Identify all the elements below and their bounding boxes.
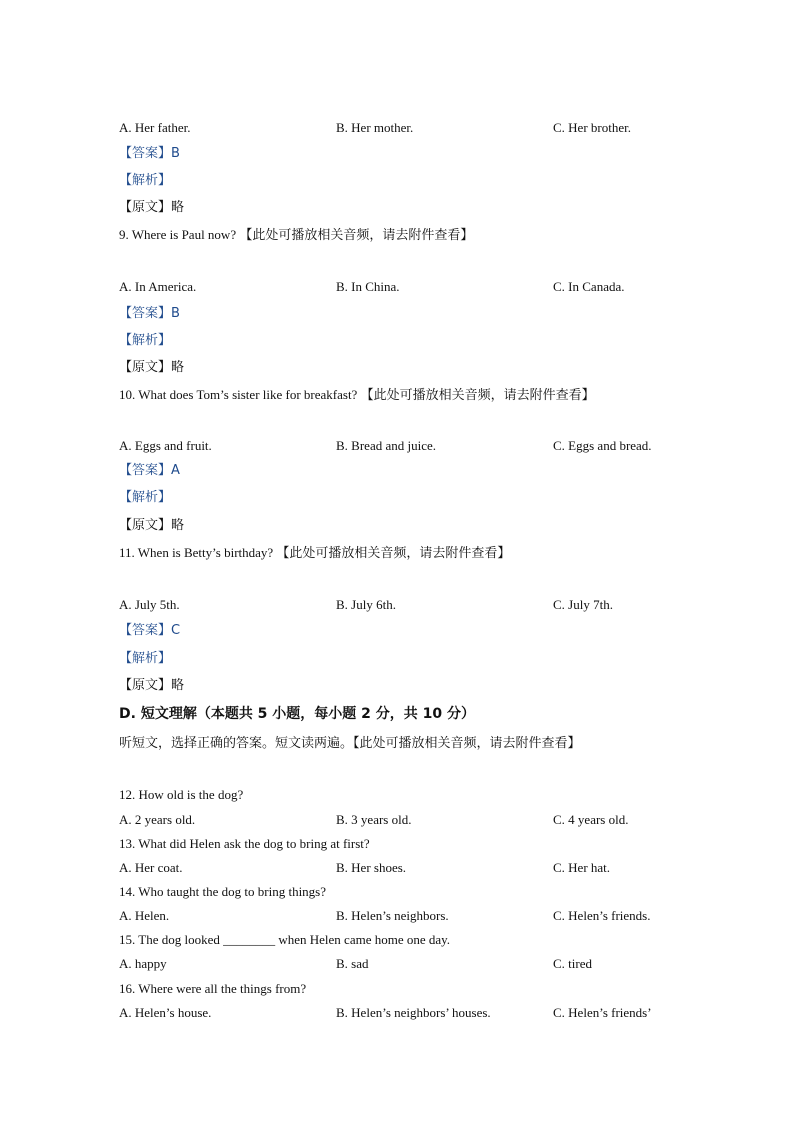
q11-original-text: 【原文】略 xyxy=(119,678,185,693)
q10-analysis: 【解析】 xyxy=(119,490,172,505)
q9-question: 9. Where is Paul now? xyxy=(119,227,237,242)
q14-option-b: B. Helen’s neighbors. xyxy=(336,908,449,923)
q16-option-a: A. Helen’s house. xyxy=(119,1005,212,1020)
q11-answer: 【答案】C xyxy=(119,623,181,638)
q9-option-b: B. In China. xyxy=(336,279,400,294)
q9-answer: 【答案】B xyxy=(119,306,180,321)
q8-option-c: C. Her brother. xyxy=(553,120,631,135)
q9-analysis: 【解析】 xyxy=(119,333,172,348)
q12-option-a: A. 2 years old. xyxy=(119,812,196,827)
section-d-instruction: 听短文，选择正确的答案。短文读两遍。【此处可播放相关音频，请去附件查看】 xyxy=(119,736,581,751)
q11-question-line xyxy=(119,545,510,562)
q12-option-b: B. 3 years old. xyxy=(336,812,412,827)
q11-option-b: B. July 6th. xyxy=(336,597,396,612)
q12-option-c: C. 4 years old. xyxy=(553,812,629,827)
q9-option-c: C. In Canada. xyxy=(553,279,625,294)
q11-audio-note: 【此处可播放相关音频，请去附件查看】 xyxy=(276,546,511,561)
q14-option-a: A. Helen. xyxy=(119,908,170,923)
q15-option-a: A. happy xyxy=(119,956,167,971)
q13-option-c: C. Her hat. xyxy=(553,860,611,875)
q9-option-a: A. In America. xyxy=(119,279,197,294)
q10-answer: 【答案】A xyxy=(119,463,180,478)
q16-option-b: B. Helen’s neighbors’ houses. xyxy=(336,1005,491,1020)
q10-question-line xyxy=(119,387,595,404)
q11-analysis: 【解析】 xyxy=(119,651,172,666)
q15-question: 15. The dog looked ________ when Helen came home one day. xyxy=(119,932,451,947)
q14-option-c: C. Helen’s friends. xyxy=(553,908,651,923)
q10-question: 10. What does Tom’s sister like for breakfast? xyxy=(119,387,358,402)
q12-question: 12. How old is the dog? xyxy=(119,787,244,802)
q8-original-text: 【原文】略 xyxy=(119,200,185,215)
q16-option-c: C. Helen’s friends’ xyxy=(553,1005,652,1020)
q16-question: 16. Where were all the things from? xyxy=(119,981,307,996)
q8-option-a: A. Her father. xyxy=(119,120,191,135)
q10-original-text: 【原文】略 xyxy=(119,518,185,533)
q9-question-line xyxy=(119,227,473,244)
q11-question: 11. When is Betty’s birthday? xyxy=(119,545,274,560)
q10-option-c: C. Eggs and bread. xyxy=(553,438,652,453)
q11-option-a: A. July 5th. xyxy=(119,597,180,612)
q8-answer: 【答案】B xyxy=(119,146,180,161)
q13-question: 13. What did Helen ask the dog to bring at first? xyxy=(119,836,370,851)
q11-option-c: C. July 7th. xyxy=(553,597,613,612)
q15-option-c: C. tired xyxy=(553,956,592,971)
q15-option-b: B. sad xyxy=(336,956,369,971)
q10-option-a: A. Eggs and fruit. xyxy=(119,438,212,453)
q13-option-b: B. Her shoes. xyxy=(336,860,407,875)
q14-question: 14. Who taught the dog to bring things? xyxy=(119,884,327,899)
q9-original-text: 【原文】略 xyxy=(119,360,185,375)
q8-option-b: B. Her mother. xyxy=(336,120,414,135)
q9-audio-note: 【此处可播放相关音频，请去附件查看】 xyxy=(239,228,474,243)
q8-analysis: 【解析】 xyxy=(119,173,172,188)
q13-option-a: A. Her coat. xyxy=(119,860,183,875)
q10-audio-note: 【此处可播放相关音频，请去附件查看】 xyxy=(360,388,595,403)
section-d-title: D. 短文理解（本题共 5 小题，每小题 2 分，共 10 分） xyxy=(119,706,476,722)
q10-option-b: B. Bread and juice. xyxy=(336,438,436,453)
